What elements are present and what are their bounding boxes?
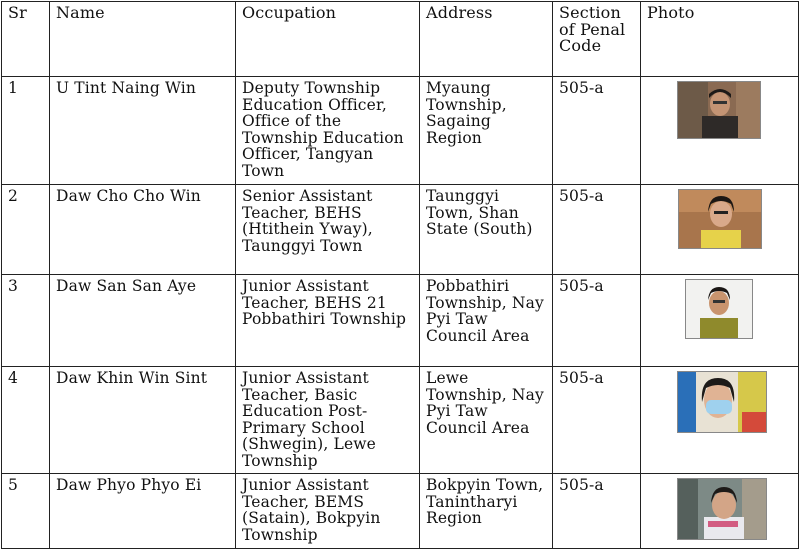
cell-sr: 4 (2, 367, 50, 474)
cell-occupation: Junior Assistant Teacher, BEHS 21 Pobbathiri Township (236, 275, 420, 367)
cell-name: Daw Phyo Phyo Ei (50, 474, 236, 549)
cell-sr: 3 (2, 275, 50, 367)
cell-photo (641, 474, 799, 549)
portrait-photo (678, 189, 762, 249)
portrait-photo (677, 478, 767, 540)
cell-sr: 2 (2, 185, 50, 275)
cell-sr: 1 (2, 77, 50, 185)
cell-section: 505-a (553, 275, 641, 367)
cell-address: Bokpyin Town, Tanintharyi Region (420, 474, 553, 549)
cell-name: Daw San San Aye (50, 275, 236, 367)
cell-occupation: Senior Assistant Teacher, BEHS (Htithein Yway), Taunggyi Town (236, 185, 420, 275)
table-row (2, 77, 799, 185)
header-photo: Photo (641, 2, 799, 77)
cell-address: Pobbathiri Township, Nay Pyi Taw Council Area (420, 275, 553, 367)
portrait-photo (685, 279, 753, 339)
cell-sr: 5 (2, 474, 50, 549)
cell-section: 505-a (553, 367, 641, 474)
table-row (2, 474, 799, 549)
table-row (2, 185, 799, 275)
header-occupation: Occupation (236, 2, 420, 77)
cell-address: Lewe Township, Nay Pyi Taw Council Area (420, 367, 553, 474)
cell-photo (641, 367, 799, 474)
cell-occupation: Junior Assistant Teacher, BEMS (Satain), Bokpyin Township (236, 474, 420, 549)
header-section-of-penal-code: Section of Penal Code (553, 2, 641, 77)
header-sr: Sr (2, 2, 50, 77)
cell-address: Myaung Township, Sagaing Region (420, 77, 553, 185)
table-row (2, 367, 799, 474)
cell-name: Daw Cho Cho Win (50, 185, 236, 275)
cell-section: 505-a (553, 185, 641, 275)
cell-photo (641, 185, 799, 275)
cell-address: Taunggyi Town, Shan State (South) (420, 185, 553, 275)
cell-occupation: Junior Assistant Teacher, Basic Education Post-Primary School (Shwegin), Lewe Township (236, 367, 420, 474)
header-row (2, 2, 799, 77)
portrait-photo (677, 371, 767, 433)
cell-name: U Tint Naing Win (50, 77, 236, 185)
header-address: Address (420, 2, 553, 77)
portrait-photo (677, 81, 761, 139)
table-row (2, 275, 799, 367)
records-table (1, 1, 799, 549)
header-name: Name (50, 2, 236, 77)
cell-occupation: Deputy Township Education Officer, Office of the Township Education Officer, Tangyan Town (236, 77, 420, 185)
cell-section: 505-a (553, 474, 641, 549)
cell-section: 505-a (553, 77, 641, 185)
cell-photo (641, 77, 799, 185)
cell-name: Daw Khin Win Sint (50, 367, 236, 474)
cell-photo (641, 275, 799, 367)
